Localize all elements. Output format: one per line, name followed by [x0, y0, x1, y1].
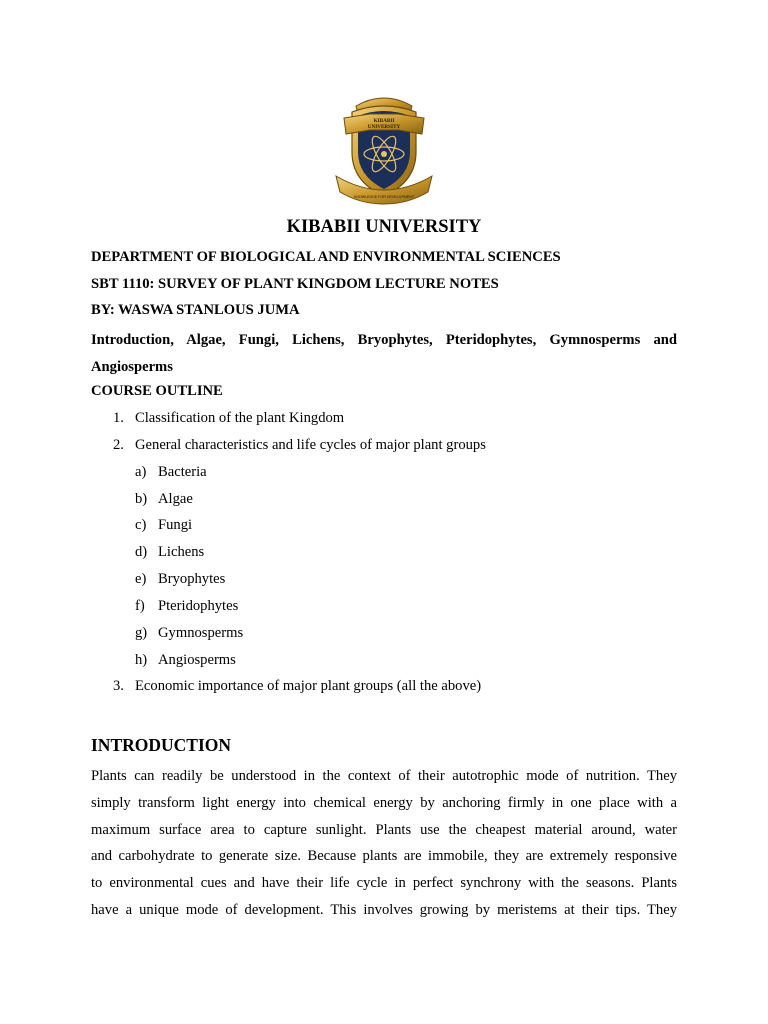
outline-item-text: Classification of the plant Kingdom	[135, 410, 345, 426]
paragraph-line: and carbohydrate to generate size. Because plants are immobile, they are extremely responsive	[91, 848, 677, 865]
department-line: DEPARTMENT OF BIOLOGICAL AND ENVIRONMENTAL SCIENCES	[91, 249, 561, 265]
topics-line: Introduction, Algae, Fungi, Lichens, Bryophytes, Pteridophytes, Gymnosperms and Angiosperms	[91, 332, 677, 375]
paragraph-line: Plants can readily be understood in the context of their autotrophic mode of nutrition. They	[91, 768, 677, 784]
outline-item-number: 1.	[113, 410, 124, 426]
outline-subitem-letter: b)	[135, 491, 148, 507]
outline-subitem-letter: d)	[135, 544, 148, 560]
outline-subitem-letter: f)	[135, 598, 145, 614]
outline-item-text: Economic importance of major plant groups (all the above)	[135, 678, 482, 694]
introduction-paragraph	[91, 763, 677, 924]
course-outline-heading: COURSE OUTLINE	[91, 383, 223, 399]
outline-subitem-letter: e)	[135, 571, 147, 587]
outline-subitem-text: Fungi	[158, 517, 193, 533]
outline-subitem-letter: a)	[135, 464, 147, 480]
outline-subitem-text: Angiosperms	[158, 652, 236, 668]
author-line: BY: WASWA STANLOUS JUMA	[91, 302, 300, 318]
university-title: KIBABII UNIVERSITY	[286, 217, 482, 237]
outline-item-number: 2.	[113, 437, 124, 453]
outline-subitem-letter: g)	[135, 625, 148, 641]
paragraph-line: simply transform light energy into chemical energy by anchoring firmly in one place with a	[91, 794, 677, 811]
outline-subitem-text: Lichens	[158, 544, 205, 560]
course-line: SBT 1110: SURVEY OF PLANT KINGDOM LECTURE NOTES	[91, 276, 499, 292]
outline-item-number: 3.	[113, 678, 124, 694]
outline-subitem-text: Algae	[158, 491, 193, 507]
outline-subitem-text: Bacteria	[158, 464, 207, 480]
paragraph-line: maximum surface area to capture sunlight. Plants use the cheapest material around, water	[91, 821, 677, 838]
outline-subitem-text: Pteridophytes	[158, 598, 239, 614]
crest-text-bottom: UNIVERSITY	[367, 124, 401, 130]
crest-image	[330, 90, 438, 210]
paragraph-line: have a unique mode of development. This involves growing by meristems at their tips. They	[91, 901, 677, 918]
crest-text-top: KIBABII	[373, 118, 395, 124]
university-logo	[330, 90, 438, 210]
outline-subitem-letter: h)	[135, 652, 148, 668]
outline-subitem-text: Gymnosperms	[158, 625, 244, 641]
outline-subitem-letter: c)	[135, 517, 147, 533]
outline-item-text: General characteristics and life cycles of major plant groups	[135, 437, 486, 453]
crest-motto: KNOWLEDGE FOR DEVELOPMENT	[353, 195, 415, 199]
paragraph-line: to environmental cues and have their life cycle in perfect synchrony with the seasons. Plants	[91, 875, 677, 892]
outline-subitem-text: Bryophytes	[158, 571, 226, 587]
introduction-heading: INTRODUCTION	[91, 735, 232, 755]
